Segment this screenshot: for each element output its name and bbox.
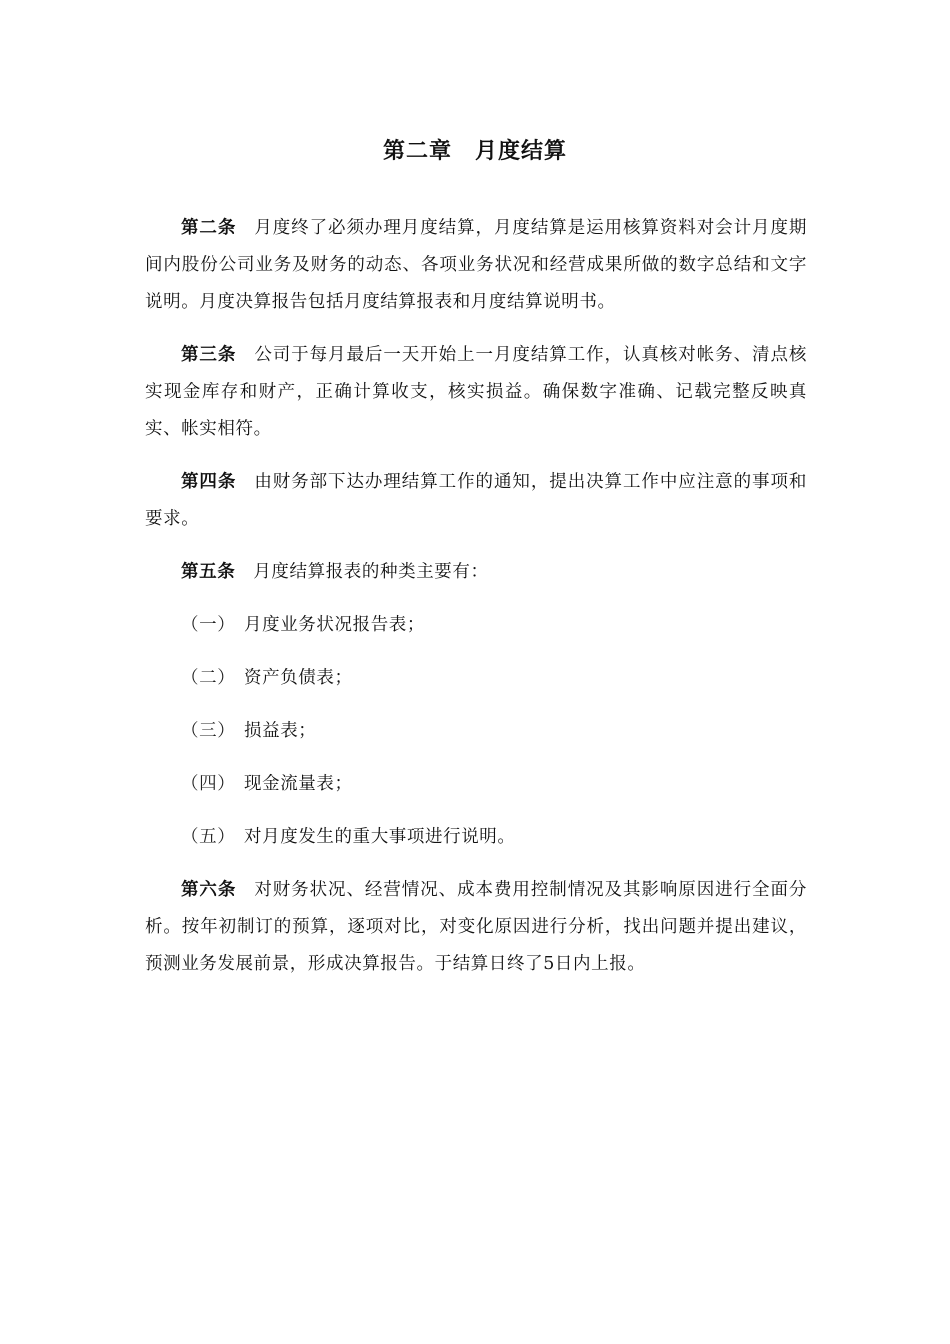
article-text: 对财务状况、经营情况、成本费用控制情况及其影响原因进行全面分析。按年初制订的预算，逐项对比，对变化原因进行分析，找出问题并提出建议，预测业务发展前景，形成决算报告。于结算日终了5日内上报。 (145, 880, 807, 974)
chapter-title: 第二章 月度结算 (382, 139, 567, 164)
list-item-text: 现金流量表； (244, 774, 353, 794)
list-item-number: （五） (181, 827, 236, 847)
article-text: 公司于每月最后一天开始上一月度结算工作，认真核对帐务、清点核实现金库存和财产，正确计算收支，核实损益。确保数字准确、记载完整反映真实、帐实相符。 (145, 345, 807, 439)
article-text: 由财务部下达办理结算工作的通知，提出决算工作中应注意的事项和要求。 (145, 472, 807, 529)
article-5 (145, 554, 807, 591)
article-text: 月度结算报表的种类主要有： (253, 562, 489, 582)
list-item-text: 对月度发生的重大事项进行说明。 (244, 827, 516, 847)
list-item-number: （四） (181, 774, 236, 794)
article-label: 第三条 (181, 345, 237, 365)
list-item (145, 713, 807, 750)
list-item-number: （三） (181, 721, 236, 741)
list-item-text: 损益表； (244, 721, 317, 741)
article-6 (145, 872, 807, 983)
article-2 (145, 210, 807, 321)
article-label: 第五条 (181, 562, 236, 582)
list-item (145, 660, 807, 697)
article-4 (145, 464, 807, 538)
article-text: 月度终了必须办理月度结算，月度结算是运用核算资料对会计月度期间内股份公司业务及财务的动态、各项业务状况和经营成果所做的数字总结和文字说明。月度决算报告包括月度结算报表和月度结算说明书。 (145, 218, 807, 312)
article-3 (145, 337, 807, 448)
list-item (145, 607, 807, 644)
list-item-text: 资产负债表； (244, 668, 353, 688)
list-item-number: （一） (181, 615, 236, 635)
article-label: 第四条 (181, 472, 237, 492)
list-item (145, 766, 807, 803)
article-label: 第六条 (181, 880, 237, 900)
list-item-number: （二） (181, 668, 236, 688)
article-label: 第二条 (181, 218, 237, 238)
list-item-text: 月度业务状况报告表； (244, 615, 425, 635)
document-body (145, 210, 807, 999)
list-item (145, 819, 807, 856)
